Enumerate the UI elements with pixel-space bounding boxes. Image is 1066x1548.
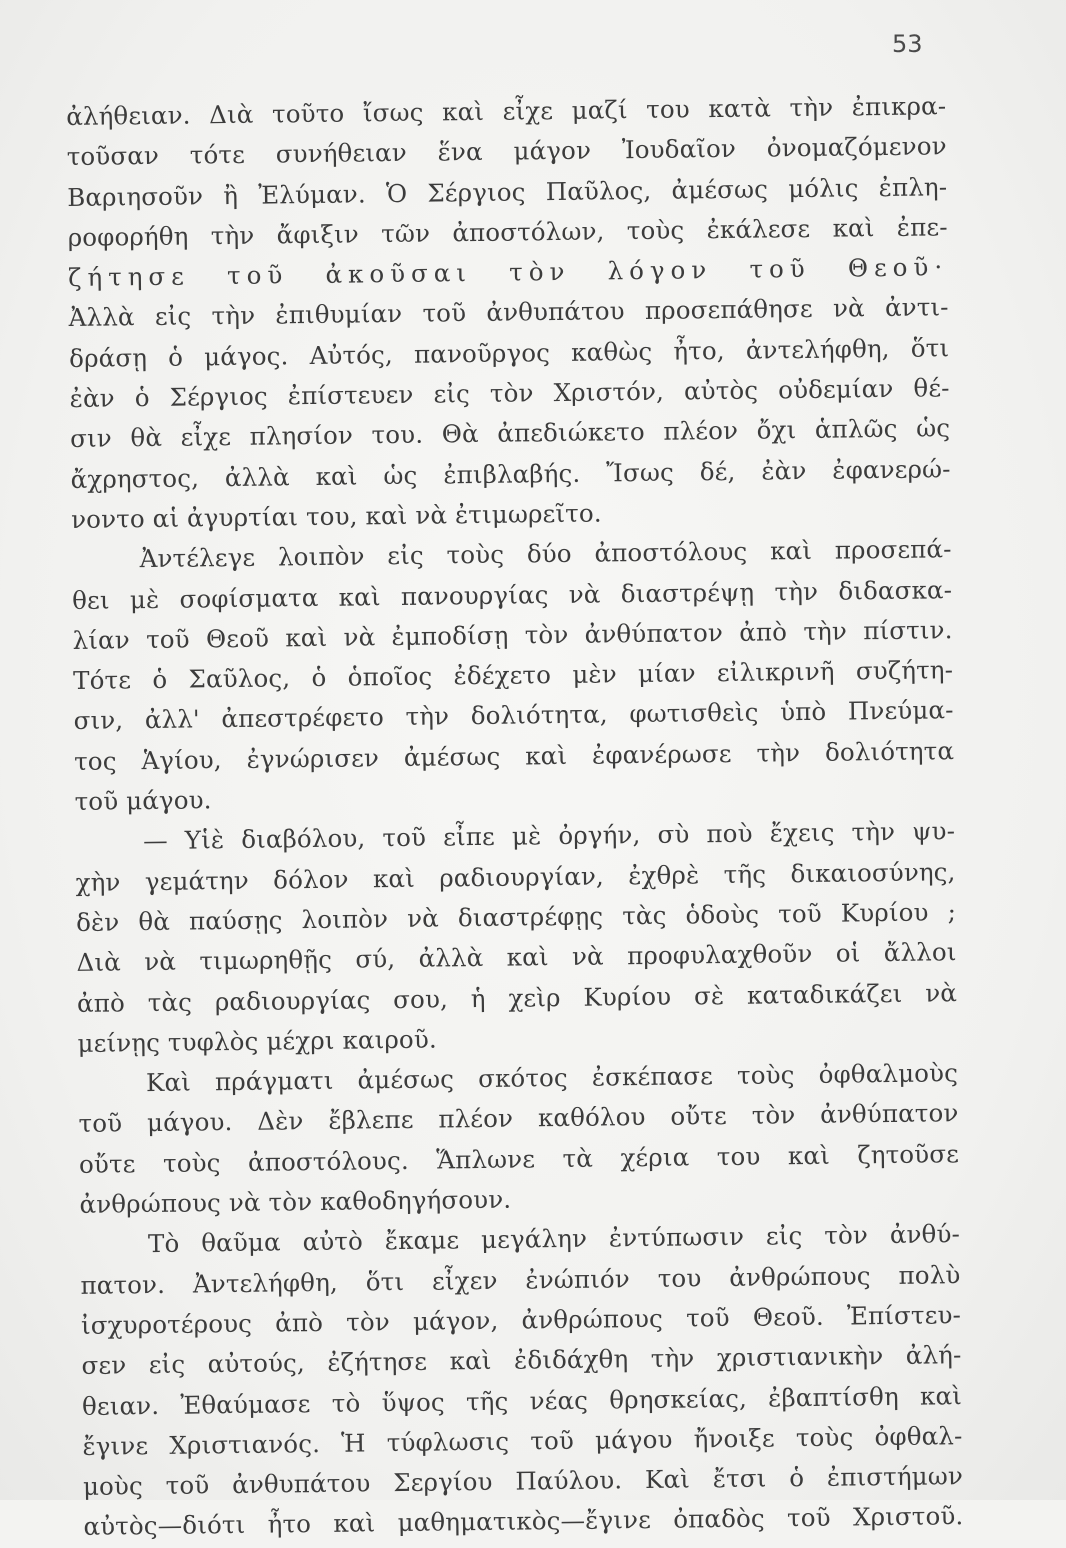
text-line: ἰσχυροτέρους ἀπὸ τὸν μάγον, ἀνθρώπους τοῦ Θεοῦ. Ἐπίστευ- <box>80 1300 962 1340</box>
text-line: ἔγινε Χριστιανός. Ἡ τύφλωσις τοῦ μάγου ἤνοιξε τοὺς ὀφθαλ- <box>82 1420 963 1461</box>
text-line: οὔτε τοὺς ἀποστόλους. Ἅπλωνε τὰ χέρια του καὶ ζητοῦσε <box>78 1138 960 1179</box>
text-line: μείνῃς τυφλὸς μέχρι καιροῦ. <box>77 1024 438 1058</box>
text-line: — Υἱὲ διαβόλου, τοῦ εἶπε μὲ ὀργήν, σὺ ποὺ ἔχεις τὴν ψυ- <box>142 816 956 856</box>
text-line: θειαν. Ἐθαύμασε τὸ ὕψος τῆς νέας θρησκείας, ἐβαπτίσθη καὶ <box>81 1380 963 1421</box>
text-line: δὲν θὰ παύσῃς λοιπὸν νὰ διαστρέφῃς τὰς ὁδοὺς τοῦ Κυρίου ; <box>75 897 957 937</box>
text-line: τοῦ μάγου. Δὲν ἔβλεπε πλέον καθόλου οὔτε τὸν ἀνθύπατον <box>78 1098 959 1139</box>
body-text <box>66 86 964 1547</box>
text-line: ἐὰν ὁ Σέργιος ἐπίστευεν εἰς τὸν Χριστόν, αὐτὸς οὐδεμίαν θέ- <box>69 373 950 414</box>
text-line: ἀνθρώπους νὰ τὸν καθοδηγήσουν. <box>79 1184 512 1219</box>
text-line: Ἀντέλεγε λοιπὸν εἰς τοὺς δύο ἀποστόλους καὶ προσεπά- <box>139 534 952 574</box>
text-line: αὐτὸς—διότι ἦτο καὶ μαθηματικὸς—ἔγινε ὀπαδὸς τοῦ Χριστοῦ. <box>83 1501 964 1542</box>
page-number: 53 <box>892 30 923 58</box>
text-line: σιν θὰ εἶχε πλησίον του. Θὰ ἀπεδιώκετο πλέον ὄχι ἁπλῶς ὡς <box>69 413 951 454</box>
text-line: Τὸ θαῦμα αὐτὸ ἔκαμε μεγάλην ἐντύπωσιν εἰς τὸν ἀνθύ- <box>147 1219 961 1259</box>
text-line: τος Ἁγίου, ἐγνώρισεν ἀμέσως καὶ ἐφανέρωσε τὴν δολιότητα <box>73 735 955 776</box>
text-line: Καὶ πράγματι ἀμέσως σκότος ἐσκέπασε τοὺς ὀφθαλμοὺς <box>145 1058 959 1098</box>
text-line: δράσῃ ὁ μάγος. Αὐτός, πανοῦργος καθὼς ἦτο, ἀντελήφθη, ὅτι <box>69 333 950 373</box>
text-line: χὴν γεμάτην δόλον καὶ ραδιουργίαν, ἐχθρὲ τῆς δικαιοσύνης, <box>75 856 956 897</box>
text-line: πατον. Ἀντελήφθη, ὅτι εἶχεν ἐνώπιόν του ἀνθρώπους πολὺ <box>80 1259 961 1300</box>
text-line: ἄχρηστος, ἀλλὰ καὶ ὡς ἐπιβλαβής. Ἴσως δέ, ἐὰν ἐφανερώ- <box>70 453 951 494</box>
text-line: τοῦ μάγου. <box>74 785 212 816</box>
text-line: ζήτησε τοῦ ἀκοῦσαι τὸν λόγον τοῦ Θεοῦ· <box>68 252 949 293</box>
text-line: ἀλήθειαν. Διὰ τοῦτο ἴσως καὶ εἶχε μαζί του κατὰ τὴν ἐπικρα- <box>66 91 947 131</box>
text-line: τοῦσαν τότε συνήθειαν ἕνα μάγον Ἰουδαῖον ὀνομαζόμενον <box>66 131 947 172</box>
text-line: Ἀλλὰ εἰς τὴν ἐπιθυμίαν τοῦ ἀνθυπάτου προσεπάθησε νὰ ἀντι- <box>68 292 949 333</box>
text-line: νοντο αἱ ἀγυρτίαι του, καὶ νὰ ἐτιμωρεῖτο. <box>70 498 602 534</box>
text-line: σεν εἰς αὐτούς, ἐζήτησε καὶ ἐδιδάχθη τὴν χριστιανικὴν ἀλή- <box>81 1340 962 1381</box>
text-line: ροφορήθη τὴν ἄφιξιν τῶν ἀποστόλων, τοὺς ἐκάλεσε καὶ ἐπε- <box>67 212 948 252</box>
text-line: μοὺς τοῦ ἀνθυπάτου Σεργίου Παύλου. Καὶ ἔτσι ὁ ἐπιστήμων <box>82 1461 964 1501</box>
text-line: θει μὲ σοφίσματα καὶ πανουργίας νὰ διαστρέψῃ τὴν διδασκα- <box>71 574 953 615</box>
text-line: λίαν τοῦ Θεοῦ καὶ νὰ ἐμποδίσῃ τὸν ἀνθύπατον ἀπὸ τὴν πίστιν. <box>72 615 953 655</box>
text-line: ἀπὸ τὰς ραδιουργίας σου, ἡ χεὶρ Κυρίου σὲ καταδικάζει νὰ <box>76 977 958 1018</box>
text-line: Τότε ὁ Σαῦλος, ὁ ὁποῖος ἐδέχετο μὲν μίαν εἰλικρινῆ συζήτη- <box>72 655 954 696</box>
text-line: σιν, ἀλλ' ἀπεστρέφετο τὴν δολιότητα, φωτισθεὶς ὑπὸ Πνεύμα- <box>73 695 954 736</box>
text-line: Βαριησοῦν ἢ Ἐλύμαν. Ὁ Σέργιος Παῦλος, ἀμέσως μόλις ἐπλη- <box>67 171 948 212</box>
text-line: Διὰ νὰ τιμωρηθῇς σύ, ἀλλὰ καὶ νὰ προφυλαχθοῦν οἱ ἄλλοι <box>76 937 957 978</box>
